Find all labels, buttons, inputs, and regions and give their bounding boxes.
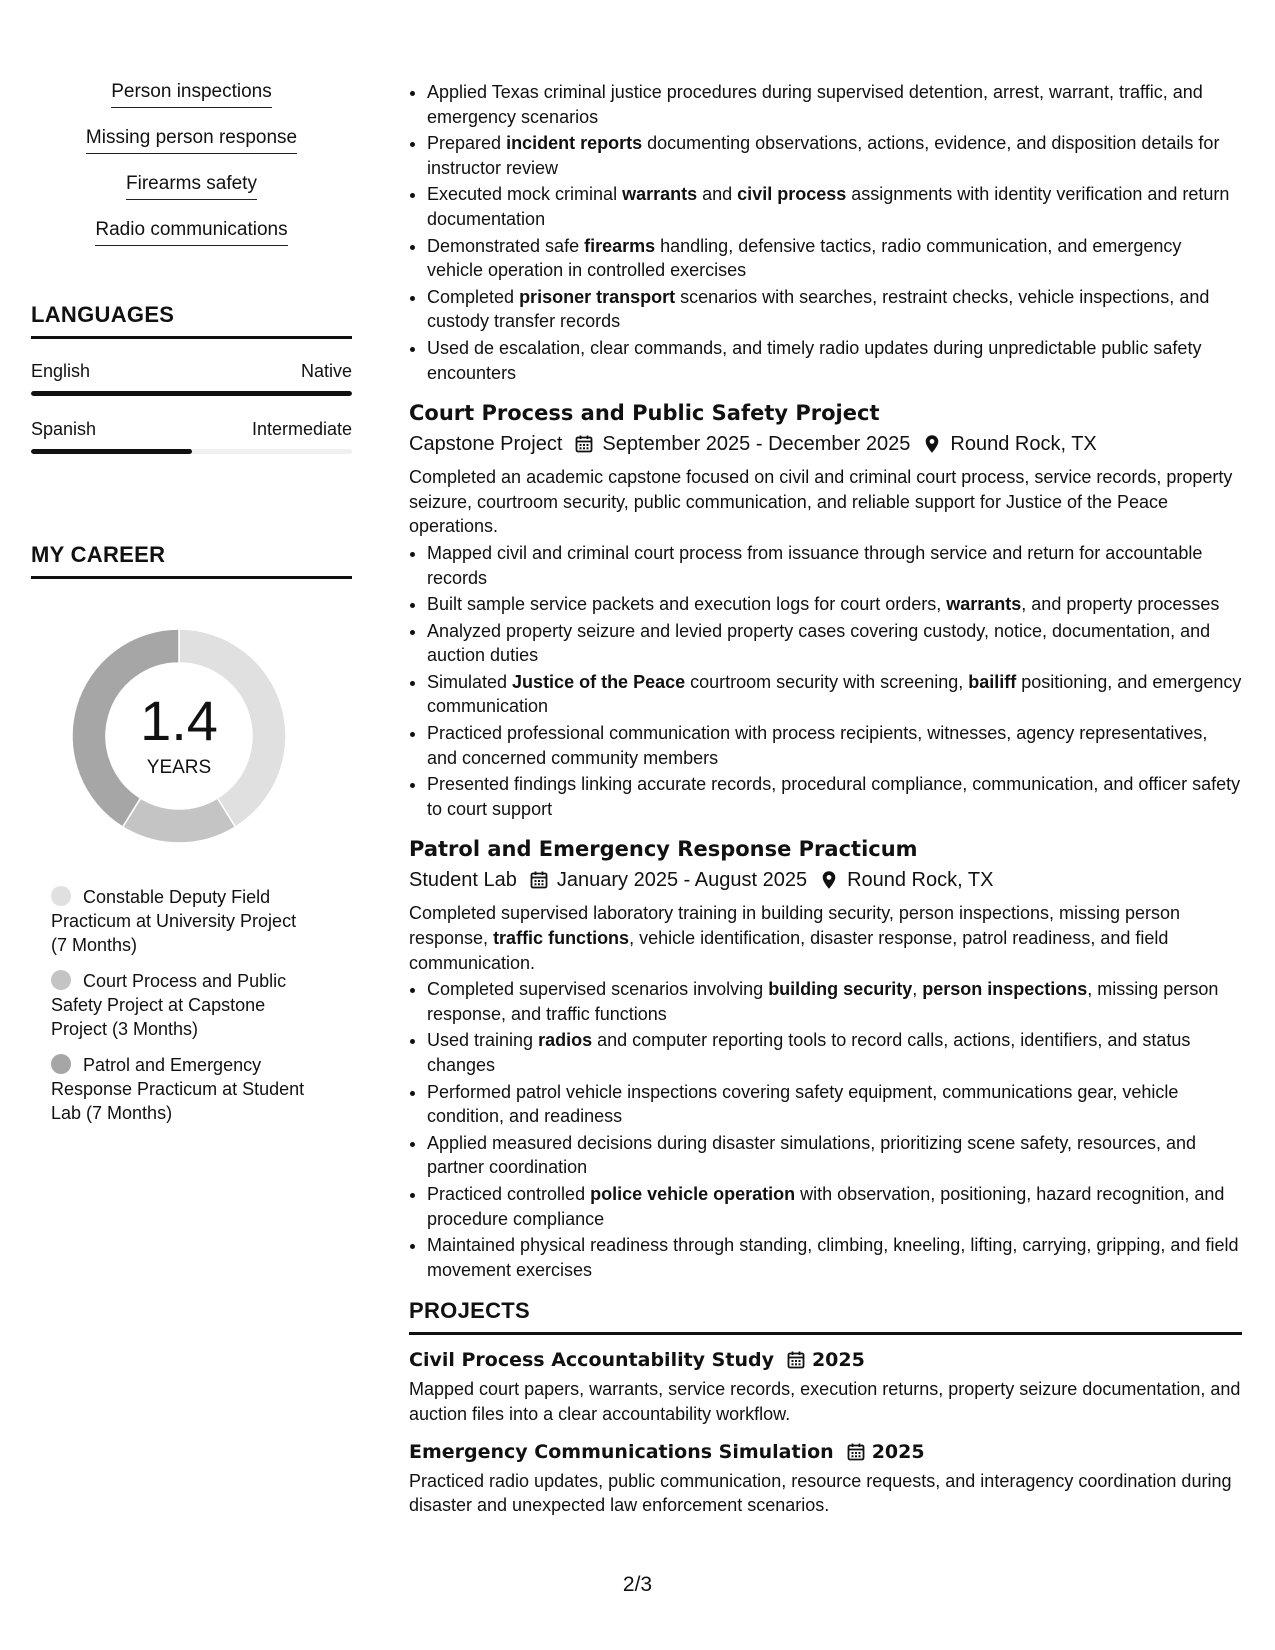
- project-title-row: [409, 1439, 1242, 1465]
- keyword-bold: civil process: [737, 184, 847, 205]
- bullet-item: • Prepared incident reports documenting observations, actions, evidence, and disposition details for instructor review: [427, 131, 1242, 180]
- keyword-bold: radios: [538, 1030, 593, 1051]
- language-level-bar: [31, 449, 352, 454]
- career-total-unit: YEARS: [146, 757, 212, 778]
- bullet-item: • Built sample service packets and execution logs for court orders, warrants, and property processes: [427, 592, 1242, 617]
- project-description: Practiced radio updates, public communication, resource requests, and interagency coordination during disaster and unexpected law enforcement scenarios.: [409, 1470, 1232, 1516]
- entry-organization: Capstone Project: [409, 433, 563, 456]
- language-name: Spanish: [31, 419, 97, 439]
- project-item: [409, 1439, 1242, 1518]
- career-donut-chart: [64, 621, 294, 851]
- keyword-bold: firearms: [584, 235, 656, 256]
- keyword-bold: traffic functions: [493, 928, 630, 949]
- entry-title: Court Process and Public Safety Project: [409, 401, 880, 426]
- projects-heading: PROJECTS: [409, 1298, 1242, 1335]
- bullet-item: • Used de escalation, clear commands, and timely radio updates during unpredictable public safety encounters: [427, 336, 1242, 385]
- entry-summary: Completed an academic capstone focused on civil and criminal court process, service records, property seizure, courtroom security, public communication, and reliable support for Justice of the Peace operations.: [409, 467, 1233, 537]
- bullet-item: • Maintained physical readiness through standing, climbing, kneeling, lifting, carrying, gripping, and field movement exercises: [427, 1233, 1242, 1282]
- languages-section: [31, 302, 352, 454]
- page-number: 2/3: [622, 1573, 653, 1596]
- language-name: English: [31, 361, 91, 381]
- calendar-icon: [786, 1350, 806, 1370]
- project-year: 2025: [871, 1440, 925, 1463]
- entry-meta: [409, 867, 1242, 893]
- entry-summary: Completed supervised laboratory training in building security, person inspections, missing person response, traffic functions, vehicle identification, disaster response, patrol readiness, and field communication.: [409, 903, 1181, 973]
- language-level-fill: [31, 391, 352, 396]
- main-column: [409, 80, 1242, 1518]
- career-total-value: 1.4: [140, 689, 218, 752]
- project-description: Mapped court papers, warrants, service records, execution returns, property seizure documentation, and auction files into a clear accountability workflow.: [409, 1379, 1241, 1424]
- entry-bullets: [409, 977, 1242, 1282]
- donut-segment: [123, 798, 236, 843]
- career-legend-item: [51, 969, 316, 1041]
- calendar-icon: [846, 1442, 866, 1462]
- experience-entry: [409, 835, 1242, 1282]
- keyword-bold: warrants: [946, 594, 1022, 615]
- bullet-item: • Simulated Justice of the Peace courtroom security with screening, bailiff positioning, and emergency communication: [427, 670, 1242, 719]
- language-level: Intermediate: [251, 419, 352, 439]
- entry-organization: Student Lab: [409, 869, 517, 892]
- entry-dates: September 2025 - December 2025: [602, 433, 911, 456]
- bullet-item: • Practiced controlled police vehicle operation with observation, positioning, hazard recognition, and procedure compliance: [427, 1182, 1242, 1231]
- map-pin-icon: [922, 434, 942, 454]
- career-legend: [31, 885, 352, 1125]
- career-legend-item: [51, 1053, 316, 1125]
- entry-location: Round Rock, TX: [950, 433, 1097, 456]
- experience-entry: [409, 399, 1242, 821]
- bullet-item: • Analyzed property seizure and levied property cases covering custody, notice, documentation, and auction duties: [427, 619, 1242, 668]
- map-pin-icon: [819, 870, 839, 890]
- keyword-bold: warrants: [622, 184, 698, 205]
- project-title-row: [409, 1347, 1242, 1373]
- project-year: 2025: [811, 1349, 865, 1372]
- legend-label: Constable Deputy Field Practicum at University Project (7 Months): [51, 887, 297, 955]
- bullet-item: • Practiced professional communication with process recipients, witnesses, agency representatives, and concerned community members: [427, 721, 1242, 770]
- project-title: Civil Process Accountability Study: [409, 1349, 774, 1372]
- legend-dot-icon: [51, 886, 71, 906]
- bullet-item: • Performed patrol vehicle inspections covering safety equipment, communications gear, vehicle condition, and readiness: [427, 1080, 1242, 1129]
- calendar-icon: [529, 870, 549, 890]
- skill-tag: Firearms safety: [126, 172, 257, 200]
- legend-dot-icon: [51, 1054, 71, 1074]
- continued-experience-bullets: [409, 80, 1242, 385]
- entry-title: Patrol and Emergency Response Practicum: [409, 837, 918, 862]
- entry-location: Round Rock, TX: [847, 869, 994, 892]
- entry-bullets: [409, 541, 1242, 822]
- bullet-item: • Demonstrated safe firearms handling, defensive tactics, radio communication, and emergency vehicle operation in controlled exercises: [427, 234, 1242, 283]
- keyword-bold: person inspections: [922, 979, 1088, 1000]
- project-item: [409, 1347, 1242, 1426]
- bullet-item: • Executed mock criminal warrants and civil process assignments with identity verification and return documentation: [427, 182, 1242, 231]
- legend-label: Court Process and Public Safety Project at Capstone Project (3 Months): [51, 971, 287, 1039]
- language-level-bar: [31, 391, 352, 396]
- keyword-bold: bailiff: [968, 671, 1017, 692]
- bullet-item: • Applied Texas criminal justice procedures during supervised detention, arrest, warrant, traffic, and emergency scenarios: [427, 80, 1242, 129]
- bullet-item: • Applied measured decisions during disaster simulations, prioritizing scene safety, resources, and partner coordination: [427, 1131, 1242, 1180]
- skill-tag: Radio communications: [95, 218, 287, 246]
- legend-dot-icon: [51, 970, 71, 990]
- career-legend-item: [51, 885, 316, 957]
- bullet-item: • Presented findings linking accurate records, procedural compliance, communication, and officer safety to court support: [427, 772, 1242, 821]
- keyword-bold: incident reports: [506, 133, 643, 154]
- bullet-item: • Used training radios and computer reporting tools to record calls, actions, identifiers, and status changes: [427, 1028, 1242, 1077]
- language-item: [31, 360, 352, 396]
- skill-tag: Missing person response: [86, 126, 297, 154]
- career-section: [31, 542, 352, 1137]
- bullet-item: • Completed prisoner transport scenarios with searches, restraint checks, vehicle inspections, and custody transfer records: [427, 285, 1242, 334]
- keyword-bold: building security: [768, 979, 913, 1000]
- sidebar: [31, 80, 352, 1123]
- keyword-bold: police vehicle operation: [590, 1183, 796, 1204]
- language-level: Native: [300, 361, 352, 381]
- entry-dates: January 2025 - August 2025: [556, 869, 808, 892]
- bullet-item: • Completed supervised scenarios involving building security, person inspections, missing person response, and traffic functions: [427, 977, 1242, 1026]
- skills-list: [31, 80, 352, 264]
- career-heading: MY CAREER: [31, 542, 352, 579]
- languages-heading: LANGUAGES: [31, 302, 352, 339]
- skill-tag: Person inspections: [111, 80, 272, 108]
- calendar-icon: [574, 434, 594, 454]
- language-level-fill: [31, 449, 192, 454]
- bullet-item: • Mapped civil and criminal court process from issuance through service and return for accountable records: [427, 541, 1242, 590]
- entry-meta: [409, 431, 1242, 457]
- legend-label: Patrol and Emergency Response Practicum at Student Lab (7 Months): [51, 1055, 305, 1123]
- keyword-bold: prisoner transport: [519, 286, 676, 307]
- language-item: [31, 418, 352, 454]
- keyword-bold: Justice of the Peace: [512, 671, 686, 692]
- project-title: Emergency Communications Simulation: [409, 1440, 834, 1463]
